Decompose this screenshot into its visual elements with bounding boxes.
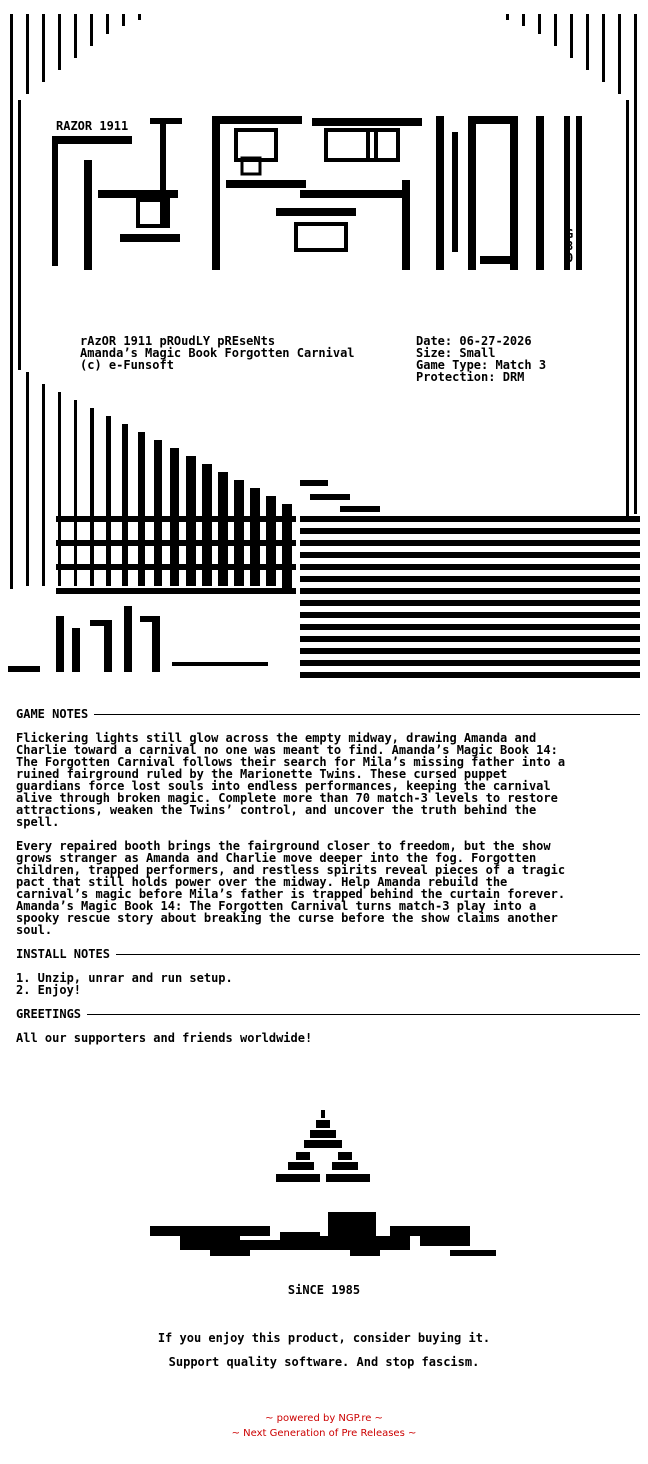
powered-by-link[interactable]: ~ powered by NGP.re ~: [265, 1413, 383, 1424]
triforce-ascii-logo: [270, 1108, 378, 1188]
game-notes-header: [16, 707, 640, 721]
game-type-label: Game Type:: [416, 358, 489, 372]
size-value: Small: [459, 346, 496, 360]
since-line: SiNCE 1985: [287, 1283, 361, 1297]
section-divider: [87, 1014, 640, 1015]
greetings-title: GREETINGS: [16, 1007, 82, 1021]
greetings-header: [16, 1007, 640, 1021]
presents-line: rAzOR 1911 pROudLY pREseNts: [80, 334, 276, 348]
protection-label: Protection:: [416, 370, 496, 384]
copyright-line: (c) e-Funsoft: [80, 358, 174, 372]
game-notes-para2: Every repaired booth brings the fairground closer to freedom, but the show grows stranger as Amanda and Charlie move deeper into the fog. Forgotten children, trapped performers, and restless spirits reveal pieces of a tragic pact that still holds power over the midway. Help Amanda rebuild the carnival’s magic before Mila’s father is trapped behind the curtain forever. Amanda’s Magic Book 14: The Forgotten Carnival turns match-3 play into a spooky rescue story about breaking the curse before the show claims another soul.: [16, 839, 566, 937]
release-info: [416, 323, 546, 383]
install-notes-header: [16, 947, 640, 961]
install-step-1: 1. Unzip, unrar and run setup.: [16, 971, 233, 985]
ngp-tagline-link[interactable]: ~ Next Generation of Pre Releases ~: [231, 1428, 417, 1439]
protection-value: DRM: [502, 370, 525, 384]
date-value: 06-27-2026: [459, 334, 532, 348]
greetings-text: All our supporters and friends worldwide!: [16, 1031, 313, 1045]
razor-footer-logo: [150, 1210, 498, 1262]
release-intro: [80, 323, 355, 371]
install-step-2: 2. Enjoy!: [16, 983, 82, 997]
buy-notice: If you enjoy this product, consider buying it.: [157, 1331, 491, 1345]
section-divider: [116, 954, 640, 955]
game-notes-para1: Flickering lights still glow across the empty midway, drawing Amanda and Charlie toward a carnival no one was meant to find. Amanda’s Magic Book 14: The Forgotten Carnival follows their search for Mila’s missing father into a ruined fairground ruled by the Marionette Twins. These cursed puppet guardians force lost souls into endless performances, keeping the carnival alive through broken magic. Complete more than 70 match-3 levels to restore attractions, weaken the Twins’ control, and uncover the truth behind the spell.: [16, 731, 566, 829]
size-label: Size:: [416, 346, 453, 360]
support-notice: Support quality software. And stop fascism.: [168, 1355, 480, 1369]
logo-artist-tag: G 8 0: [566, 227, 574, 265]
date-label: Date:: [416, 334, 453, 348]
release-title: Amanda’s Magic Book Forgotten Carnival: [80, 346, 355, 360]
game-notes-title: GAME NOTES: [16, 707, 89, 721]
game-type-value: Match 3: [495, 358, 547, 372]
section-divider: [94, 714, 640, 715]
install-notes-title: INSTALL NOTES: [16, 947, 110, 961]
logo-group-tag: RAZOR 1911: [56, 119, 129, 133]
